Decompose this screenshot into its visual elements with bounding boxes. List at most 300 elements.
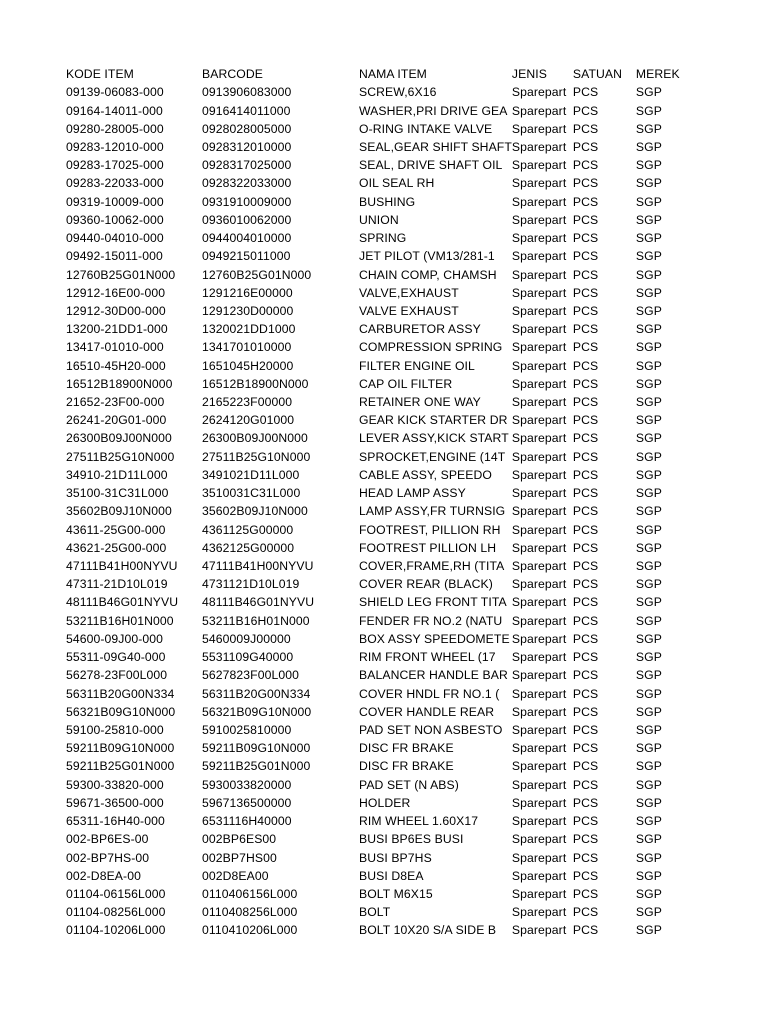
merek-cell: SGP bbox=[635, 795, 662, 810]
satuan-cell: PCS bbox=[572, 577, 599, 592]
table-row bbox=[66, 393, 686, 411]
barcode-cell: 48111B46G01NYVU bbox=[202, 595, 315, 610]
jenis-cell: Sparepart bbox=[511, 522, 567, 537]
merek-cell: SGP bbox=[635, 650, 662, 665]
barcode-cell: 2624120G01000 bbox=[202, 413, 295, 428]
nama-item-cell: BALANCER HANDLE BAR bbox=[359, 668, 508, 683]
barcode-cell: 59211B09G10N000 bbox=[202, 741, 311, 756]
nama-item-cell: OIL SEAL RH bbox=[359, 176, 435, 191]
table-row bbox=[66, 83, 686, 101]
jenis-cell: Sparepart bbox=[511, 340, 567, 355]
table-row bbox=[66, 703, 686, 721]
kode-item-cell: 09360-10062-000 bbox=[66, 212, 164, 227]
barcode-cell: 12760B25G01N000 bbox=[202, 267, 312, 282]
jenis-cell: Sparepart bbox=[511, 923, 567, 938]
barcode-cell: 0110408256L000 bbox=[202, 905, 298, 920]
merek-cell: SGP bbox=[635, 340, 662, 355]
nama-item-cell: COVER,FRAME,RH (TITA bbox=[359, 559, 505, 574]
table-row bbox=[66, 174, 686, 192]
merek-cell: SGP bbox=[635, 814, 662, 829]
jenis-cell: Sparepart bbox=[511, 722, 567, 737]
item-table bbox=[66, 65, 686, 940]
merek-cell: SGP bbox=[635, 85, 662, 100]
kode-item-cell: 01104-10206L000 bbox=[66, 923, 166, 938]
jenis-cell: Sparepart bbox=[511, 103, 567, 118]
jenis-cell: Sparepart bbox=[511, 85, 567, 100]
kode-item-cell: 13417-01010-000 bbox=[66, 340, 164, 355]
nama-item-cell: BOLT M6X15 bbox=[359, 886, 433, 901]
header-satuan: SATUAN bbox=[572, 67, 623, 82]
table-row bbox=[66, 101, 686, 119]
kode-item-cell: 01104-06156L000 bbox=[66, 886, 166, 901]
merek-cell: SGP bbox=[635, 176, 662, 191]
satuan-cell: PCS bbox=[572, 85, 599, 100]
nama-item-cell: BUSHING bbox=[359, 194, 416, 209]
table-row bbox=[66, 812, 686, 830]
jenis-cell: Sparepart bbox=[511, 759, 567, 774]
table-row bbox=[66, 357, 686, 375]
satuan-cell: PCS bbox=[572, 231, 599, 246]
table-row bbox=[66, 265, 686, 283]
kode-item-cell: 48111B46G01NYVU bbox=[66, 595, 179, 610]
merek-cell: SGP bbox=[635, 504, 662, 519]
satuan-cell: PCS bbox=[572, 121, 599, 136]
nama-item-cell: CARBURETOR ASSY bbox=[359, 322, 481, 337]
table-row bbox=[66, 684, 686, 702]
nama-item-cell: PAD SET NON ASBESTO bbox=[359, 722, 503, 737]
barcode-cell: 2165223F00000 bbox=[202, 395, 293, 410]
table-row bbox=[66, 484, 686, 502]
table-row bbox=[66, 648, 686, 666]
satuan-cell: PCS bbox=[572, 395, 599, 410]
barcode-cell: 5460009J00000 bbox=[202, 631, 291, 646]
barcode-cell: 1320021DD1000 bbox=[202, 322, 296, 337]
barcode-cell: 0913906083000 bbox=[202, 85, 292, 100]
kode-item-cell: 59100-25810-000 bbox=[66, 722, 164, 737]
barcode-cell: 0931910009000 bbox=[202, 194, 292, 209]
table-row bbox=[66, 193, 686, 211]
kode-item-cell: 43611-25G00-000 bbox=[66, 522, 166, 537]
jenis-cell: Sparepart bbox=[511, 504, 567, 519]
merek-cell: SGP bbox=[635, 395, 662, 410]
table-row bbox=[66, 739, 686, 757]
nama-item-cell: CAP OIL FILTER bbox=[359, 376, 453, 391]
barcode-cell: 4362125G00000 bbox=[202, 540, 295, 555]
merek-cell: SGP bbox=[635, 249, 662, 264]
barcode-cell: 1291216E00000 bbox=[202, 285, 293, 300]
nama-item-cell: DISC FR BRAKE bbox=[359, 741, 454, 756]
merek-cell: SGP bbox=[635, 413, 662, 428]
nama-item-cell: SPRING bbox=[359, 231, 407, 246]
jenis-cell: Sparepart bbox=[511, 194, 567, 209]
merek-cell: SGP bbox=[635, 759, 662, 774]
table-row bbox=[66, 247, 686, 265]
nama-item-cell: SEAL, DRIVE SHAFT OIL bbox=[359, 158, 503, 173]
table-row bbox=[66, 921, 686, 939]
kode-item-cell: 09283-17025-000 bbox=[66, 158, 164, 173]
nama-item-cell: JET PILOT (VM13/281-1 bbox=[359, 249, 495, 264]
jenis-cell: Sparepart bbox=[511, 559, 567, 574]
merek-cell: SGP bbox=[635, 704, 662, 719]
nama-item-cell: HOLDER bbox=[359, 795, 411, 810]
merek-cell: SGP bbox=[635, 577, 662, 592]
kode-item-cell: 002-D8EA-00 bbox=[66, 868, 141, 883]
satuan-cell: PCS bbox=[572, 905, 599, 920]
satuan-cell: PCS bbox=[572, 741, 599, 756]
nama-item-cell: BOX ASSY SPEEDOMETE bbox=[359, 631, 510, 646]
table-row bbox=[66, 593, 686, 611]
barcode-cell: 0110410206L000 bbox=[202, 923, 298, 938]
table-row bbox=[66, 903, 686, 921]
jenis-cell: Sparepart bbox=[511, 376, 567, 391]
kode-item-cell: 26241-20G01-000 bbox=[66, 413, 167, 428]
satuan-cell: PCS bbox=[572, 832, 599, 847]
kode-item-cell: 16510-45H20-000 bbox=[66, 358, 166, 373]
kode-item-cell: 12912-30D00-000 bbox=[66, 303, 166, 318]
jenis-cell: Sparepart bbox=[511, 795, 567, 810]
satuan-cell: PCS bbox=[572, 777, 599, 792]
jenis-cell: Sparepart bbox=[511, 540, 567, 555]
jenis-cell: Sparepart bbox=[511, 741, 567, 756]
satuan-cell: PCS bbox=[572, 886, 599, 901]
satuan-cell: PCS bbox=[572, 650, 599, 665]
kode-item-cell: 53211B16H01N000 bbox=[66, 613, 174, 628]
nama-item-cell: LAMP ASSY,FR TURNSIG bbox=[359, 504, 506, 519]
merek-cell: SGP bbox=[635, 905, 662, 920]
merek-cell: SGP bbox=[635, 540, 662, 555]
kode-item-cell: 09440-04010-000 bbox=[66, 231, 164, 246]
nama-item-cell: VALVE,EXHAUST bbox=[359, 285, 459, 300]
table-row bbox=[66, 338, 686, 356]
barcode-cell: 1341701010000 bbox=[202, 340, 292, 355]
barcode-cell: 5930033820000 bbox=[202, 777, 292, 792]
merek-cell: SGP bbox=[635, 467, 662, 482]
jenis-cell: Sparepart bbox=[511, 212, 567, 227]
merek-cell: SGP bbox=[635, 194, 662, 209]
nama-item-cell: LEVER ASSY,KICK START bbox=[359, 431, 509, 446]
satuan-cell: PCS bbox=[572, 413, 599, 428]
merek-cell: SGP bbox=[635, 431, 662, 446]
kode-item-cell: 55311-09G40-000 bbox=[66, 650, 166, 665]
nama-item-cell: HEAD LAMP ASSY bbox=[359, 486, 466, 501]
jenis-cell: Sparepart bbox=[511, 121, 567, 136]
merek-cell: SGP bbox=[635, 613, 662, 628]
header-nama-item: NAMA ITEM bbox=[359, 67, 427, 82]
header-row bbox=[66, 65, 686, 83]
satuan-cell: PCS bbox=[572, 176, 599, 191]
barcode-cell: 0944004010000 bbox=[202, 231, 292, 246]
kode-item-cell: 56278-23F00L000 bbox=[66, 668, 168, 683]
satuan-cell: PCS bbox=[572, 686, 599, 701]
nama-item-cell: SHIELD LEG FRONT TITA bbox=[359, 595, 507, 610]
nama-item-cell: GEAR KICK STARTER DR bbox=[359, 413, 508, 428]
table-row bbox=[66, 794, 686, 812]
kode-item-cell: 09492-15011-000 bbox=[66, 249, 163, 264]
table-row bbox=[66, 429, 686, 447]
merek-cell: SGP bbox=[635, 285, 662, 300]
barcode-cell: 5627823F00L000 bbox=[202, 668, 299, 683]
merek-cell: SGP bbox=[635, 231, 662, 246]
jenis-cell: Sparepart bbox=[511, 431, 567, 446]
table-row bbox=[66, 138, 686, 156]
barcode-cell: 0928322033000 bbox=[202, 176, 292, 191]
satuan-cell: PCS bbox=[572, 540, 599, 555]
kode-item-cell: 09283-12010-000 bbox=[66, 139, 164, 154]
satuan-cell: PCS bbox=[572, 522, 599, 537]
jenis-cell: Sparepart bbox=[511, 777, 567, 792]
satuan-cell: PCS bbox=[572, 158, 599, 173]
jenis-cell: Sparepart bbox=[511, 358, 567, 373]
barcode-cell: 27511B25G10N000 bbox=[202, 449, 311, 464]
barcode-cell: 0928312010000 bbox=[202, 139, 292, 154]
nama-item-cell: FENDER FR NO.2 (NATU bbox=[359, 613, 503, 628]
kode-item-cell: 56311B20G00N334 bbox=[66, 686, 175, 701]
satuan-cell: PCS bbox=[572, 795, 599, 810]
jenis-cell: Sparepart bbox=[511, 868, 567, 883]
barcode-cell: 002D8EA00 bbox=[202, 868, 269, 883]
jenis-cell: Sparepart bbox=[511, 886, 567, 901]
table-row bbox=[66, 885, 686, 903]
kode-item-cell: 002-BP6ES-00 bbox=[66, 832, 149, 847]
kode-item-cell: 59671-36500-000 bbox=[66, 795, 164, 810]
barcode-cell: 16512B18900N000 bbox=[202, 376, 309, 391]
satuan-cell: PCS bbox=[572, 759, 599, 774]
jenis-cell: Sparepart bbox=[511, 231, 567, 246]
kode-item-cell: 47311-21D10L019 bbox=[66, 577, 168, 592]
kode-item-cell: 21652-23F00-000 bbox=[66, 395, 165, 410]
table-row bbox=[66, 539, 686, 557]
jenis-cell: Sparepart bbox=[511, 395, 567, 410]
jenis-cell: Sparepart bbox=[511, 577, 567, 592]
nama-item-cell: FILTER ENGINE OIL bbox=[359, 358, 475, 373]
merek-cell: SGP bbox=[635, 886, 662, 901]
jenis-cell: Sparepart bbox=[511, 139, 567, 154]
nama-item-cell: BOLT bbox=[359, 905, 391, 920]
kode-item-cell: 09319-10009-000 bbox=[66, 194, 164, 209]
kode-item-cell: 43621-25G00-000 bbox=[66, 540, 167, 555]
table-row bbox=[66, 120, 686, 138]
satuan-cell: PCS bbox=[572, 303, 599, 318]
merek-cell: SGP bbox=[635, 559, 662, 574]
nama-item-cell: RIM FRONT WHEEL (17 bbox=[359, 650, 496, 665]
merek-cell: SGP bbox=[635, 449, 662, 464]
kode-item-cell: 01104-08256L000 bbox=[66, 905, 166, 920]
table-row bbox=[66, 848, 686, 866]
merek-cell: SGP bbox=[635, 923, 662, 938]
jenis-cell: Sparepart bbox=[511, 704, 567, 719]
satuan-cell: PCS bbox=[572, 559, 599, 574]
jenis-cell: Sparepart bbox=[511, 595, 567, 610]
jenis-cell: Sparepart bbox=[511, 814, 567, 829]
table-row bbox=[66, 229, 686, 247]
satuan-cell: PCS bbox=[572, 668, 599, 683]
barcode-cell: 47111B41H00NYVU bbox=[202, 559, 314, 574]
satuan-cell: PCS bbox=[572, 267, 599, 282]
kode-item-cell: 47111B41H00NYVU bbox=[66, 559, 178, 574]
nama-item-cell: CHAIN COMP, CHAMSH bbox=[359, 267, 497, 282]
table-row bbox=[66, 557, 686, 575]
merek-cell: SGP bbox=[635, 850, 662, 865]
satuan-cell: PCS bbox=[572, 704, 599, 719]
table-row bbox=[66, 630, 686, 648]
nama-item-cell: VALVE EXHAUST bbox=[359, 303, 459, 318]
merek-cell: SGP bbox=[635, 722, 662, 737]
kode-item-cell: 56321B09G10N000 bbox=[66, 704, 176, 719]
jenis-cell: Sparepart bbox=[511, 832, 567, 847]
table-row bbox=[66, 867, 686, 885]
merek-cell: SGP bbox=[635, 522, 662, 537]
jenis-cell: Sparepart bbox=[511, 486, 567, 501]
jenis-cell: Sparepart bbox=[511, 650, 567, 665]
kode-item-cell: 16512B18900N000 bbox=[66, 376, 173, 391]
nama-item-cell: SPROCKET,ENGINE (14T bbox=[359, 449, 506, 464]
table-row bbox=[66, 612, 686, 630]
jenis-cell: Sparepart bbox=[511, 449, 567, 464]
nama-item-cell: BOLT 10X20 S/A SIDE B bbox=[359, 923, 497, 938]
table-row bbox=[66, 302, 686, 320]
kode-item-cell: 002-BP7HS-00 bbox=[66, 850, 150, 865]
nama-item-cell: COVER REAR (BLACK) bbox=[359, 577, 493, 592]
barcode-cell: 4361125G00000 bbox=[202, 522, 294, 537]
jenis-cell: Sparepart bbox=[511, 850, 567, 865]
satuan-cell: PCS bbox=[572, 631, 599, 646]
satuan-cell: PCS bbox=[572, 285, 599, 300]
table-row bbox=[66, 284, 686, 302]
barcode-cell: 4731121D10L019 bbox=[202, 577, 300, 592]
nama-item-cell: O-RING INTAKE VALVE bbox=[359, 121, 493, 136]
barcode-cell: 0936010062000 bbox=[202, 212, 292, 227]
nama-item-cell: WASHER,PRI DRIVE GEA bbox=[359, 103, 508, 118]
barcode-cell: 5967136500000 bbox=[202, 795, 292, 810]
nama-item-cell: RETAINER ONE WAY bbox=[359, 395, 481, 410]
barcode-cell: 0110406156L000 bbox=[202, 886, 298, 901]
jenis-cell: Sparepart bbox=[511, 905, 567, 920]
merek-cell: SGP bbox=[635, 376, 662, 391]
kode-item-cell: 27511B25G10N000 bbox=[66, 449, 175, 464]
satuan-cell: PCS bbox=[572, 868, 599, 883]
table-row bbox=[66, 466, 686, 484]
table-row bbox=[66, 757, 686, 775]
nama-item-cell: BUSI D8EA bbox=[359, 868, 424, 883]
kode-item-cell: 59211B25G01N000 bbox=[66, 759, 175, 774]
jenis-cell: Sparepart bbox=[511, 285, 567, 300]
jenis-cell: Sparepart bbox=[511, 467, 567, 482]
merek-cell: SGP bbox=[635, 103, 662, 118]
nama-item-cell: PAD SET (N ABS) bbox=[359, 777, 459, 792]
table-row bbox=[66, 776, 686, 794]
table-row bbox=[66, 502, 686, 520]
table-row bbox=[66, 411, 686, 429]
table-row bbox=[66, 666, 686, 684]
table-row bbox=[66, 448, 686, 466]
jenis-cell: Sparepart bbox=[511, 158, 567, 173]
barcode-cell: 0928028005000 bbox=[202, 121, 292, 136]
kode-item-cell: 09283-22033-000 bbox=[66, 176, 164, 191]
satuan-cell: PCS bbox=[572, 431, 599, 446]
merek-cell: SGP bbox=[635, 322, 662, 337]
satuan-cell: PCS bbox=[572, 322, 599, 337]
satuan-cell: PCS bbox=[572, 194, 599, 209]
nama-item-cell: FOOTREST PILLION LH bbox=[359, 540, 497, 555]
jenis-cell: Sparepart bbox=[511, 249, 567, 264]
nama-item-cell: DISC FR BRAKE bbox=[359, 759, 454, 774]
header-barcode: BARCODE bbox=[202, 67, 263, 82]
satuan-cell: PCS bbox=[572, 467, 599, 482]
table-row bbox=[66, 320, 686, 338]
nama-item-cell: CABLE ASSY, SPEEDO bbox=[359, 467, 492, 482]
barcode-cell: 59211B25G01N000 bbox=[202, 759, 311, 774]
barcode-cell: 1651045H20000 bbox=[202, 358, 294, 373]
header-kode-item: KODE ITEM bbox=[66, 67, 134, 82]
table-row bbox=[66, 830, 686, 848]
kode-item-cell: 54600-09J00-000 bbox=[66, 631, 164, 646]
barcode-cell: 5531109G40000 bbox=[202, 650, 294, 665]
satuan-cell: PCS bbox=[572, 103, 599, 118]
jenis-cell: Sparepart bbox=[511, 413, 567, 428]
nama-item-cell: COMPRESSION SPRING bbox=[359, 340, 503, 355]
satuan-cell: PCS bbox=[572, 139, 599, 154]
barcode-cell: 002BP6ES00 bbox=[202, 832, 277, 847]
merek-cell: SGP bbox=[635, 158, 662, 173]
table-row bbox=[66, 375, 686, 393]
kode-item-cell: 09164-14011-000 bbox=[66, 103, 163, 118]
barcode-cell: 002BP7HS00 bbox=[202, 850, 277, 865]
kode-item-cell: 34910-21D11L000 bbox=[66, 467, 168, 482]
satuan-cell: PCS bbox=[572, 249, 599, 264]
barcode-cell: 6531116H40000 bbox=[202, 814, 292, 829]
merek-cell: SGP bbox=[635, 686, 662, 701]
kode-item-cell: 12760B25G01N000 bbox=[66, 267, 176, 282]
merek-cell: SGP bbox=[635, 868, 662, 883]
satuan-cell: PCS bbox=[572, 923, 599, 938]
satuan-cell: PCS bbox=[572, 340, 599, 355]
table-row bbox=[66, 575, 686, 593]
merek-cell: SGP bbox=[635, 303, 662, 318]
nama-item-cell: COVER HANDLE REAR bbox=[359, 704, 495, 719]
merek-cell: SGP bbox=[635, 741, 662, 756]
table-row bbox=[66, 211, 686, 229]
merek-cell: SGP bbox=[635, 832, 662, 847]
merek-cell: SGP bbox=[635, 212, 662, 227]
barcode-cell: 3510031C31L000 bbox=[202, 486, 301, 501]
satuan-cell: PCS bbox=[572, 504, 599, 519]
satuan-cell: PCS bbox=[572, 486, 599, 501]
kode-item-cell: 13200-21DD1-000 bbox=[66, 322, 168, 337]
table-row bbox=[66, 156, 686, 174]
satuan-cell: PCS bbox=[572, 850, 599, 865]
satuan-cell: PCS bbox=[572, 613, 599, 628]
barcode-cell: 5910025810000 bbox=[202, 722, 292, 737]
barcode-cell: 56321B09G10N000 bbox=[202, 704, 312, 719]
nama-item-cell: SEAL,GEAR SHIFT SHAFT bbox=[359, 139, 512, 154]
satuan-cell: PCS bbox=[572, 814, 599, 829]
jenis-cell: Sparepart bbox=[511, 322, 567, 337]
jenis-cell: Sparepart bbox=[511, 686, 567, 701]
kode-item-cell: 09139-06083-000 bbox=[66, 85, 164, 100]
jenis-cell: Sparepart bbox=[511, 631, 567, 646]
satuan-cell: PCS bbox=[572, 358, 599, 373]
jenis-cell: Sparepart bbox=[511, 176, 567, 191]
jenis-cell: Sparepart bbox=[511, 303, 567, 318]
nama-item-cell: UNION bbox=[359, 212, 399, 227]
table-row bbox=[66, 520, 686, 538]
nama-item-cell: BUSI BP6ES BUSI bbox=[359, 832, 464, 847]
nama-item-cell: SCREW,6X16 bbox=[359, 85, 437, 100]
nama-item-cell: FOOTREST, PILLION RH bbox=[359, 522, 501, 537]
header-merek: MEREK bbox=[635, 67, 680, 82]
satuan-cell: PCS bbox=[572, 212, 599, 227]
jenis-cell: Sparepart bbox=[511, 613, 567, 628]
